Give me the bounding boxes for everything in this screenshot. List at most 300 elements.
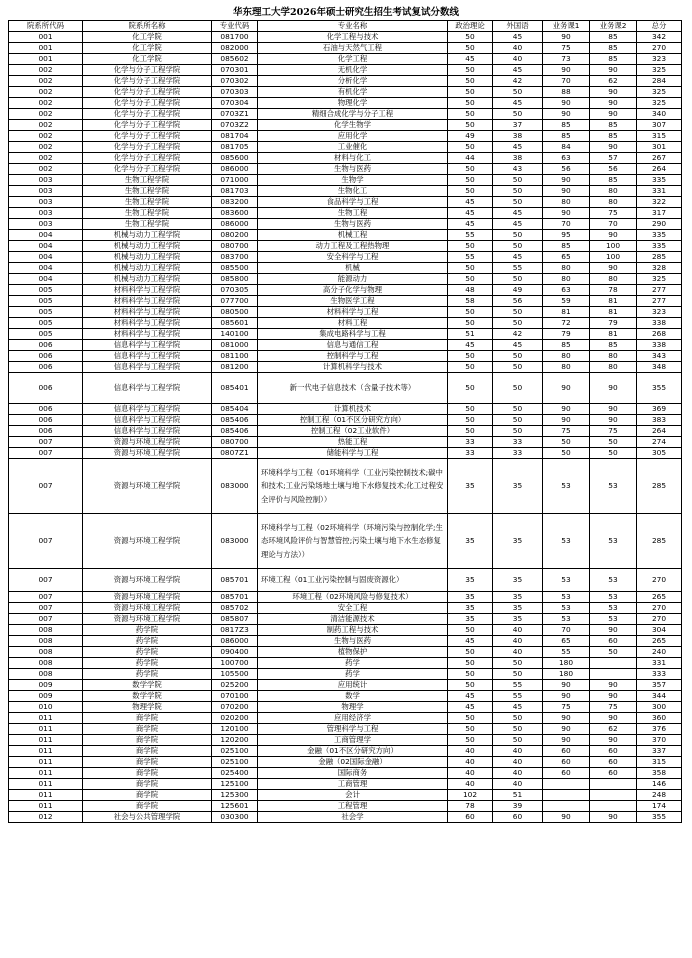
subject-1-score-cell: 65 [543,252,590,263]
dept-name-cell: 化学与分子工程学院 [83,131,212,142]
foreign-language-score-cell: 50 [493,415,543,426]
table-row [9,669,682,680]
subject-1-score-cell: 90 [543,415,590,426]
subject-2-score-cell: 90 [590,230,637,241]
politics-score-cell: 35 [448,569,493,592]
table-row [9,691,682,702]
major-name-cell: 环境科学与工程（01环境科学（工业污染控制技术;碳中和技术;工业污染场地土壤与地下水修复技术;化工过程安全评价与风险控制）） [258,459,448,514]
politics-score-cell: 45 [448,197,493,208]
subject-1-score-cell: 75 [543,43,590,54]
foreign-language-score-cell: 38 [493,153,543,164]
total-score-cell: 383 [637,415,682,426]
politics-score-cell: 45 [448,208,493,219]
major-code-cell: 025200 [212,680,258,691]
politics-score-cell: 50 [448,263,493,274]
politics-score-cell: 50 [448,32,493,43]
subject-1-score-cell: 90 [543,208,590,219]
subject-1-score-cell: 80 [543,197,590,208]
total-score-cell: 317 [637,208,682,219]
dept-code-cell: 007 [9,514,83,569]
major-code-cell: 081700 [212,32,258,43]
dept-code-cell: 003 [9,186,83,197]
dept-code-cell: 007 [9,459,83,514]
subject-2-score-cell: 80 [590,197,637,208]
major-code-cell: 0817Z3 [212,625,258,636]
dept-code-cell: 005 [9,307,83,318]
major-name-cell: 国际商务 [258,768,448,779]
subject-2-score-cell: 78 [590,285,637,296]
dept-code-cell: 002 [9,142,83,153]
major-code-cell: 085800 [212,274,258,285]
foreign-language-score-cell: 50 [493,404,543,415]
total-score-cell: 315 [637,131,682,142]
subject-2-score-cell: 90 [590,691,637,702]
foreign-language-score-cell: 50 [493,274,543,285]
foreign-language-score-cell: 40 [493,54,543,65]
total-score-cell: 335 [637,230,682,241]
major-name-cell: 分析化学 [258,76,448,87]
politics-score-cell: 40 [448,746,493,757]
dept-code-cell: 011 [9,790,83,801]
politics-score-cell: 50 [448,415,493,426]
major-code-cell: 070305 [212,285,258,296]
subject-2-score-cell: 75 [590,208,637,219]
foreign-language-score-cell: 40 [493,647,543,658]
dept-name-cell: 商学院 [83,779,212,790]
subject-1-score-cell: 75 [543,702,590,713]
foreign-language-score-cell: 50 [493,109,543,120]
subject-1-score-cell: 59 [543,296,590,307]
major-code-cell: 025100 [212,746,258,757]
foreign-language-score-cell: 39 [493,801,543,812]
dept-name-cell: 机械与动力工程学院 [83,230,212,241]
foreign-language-score-cell: 40 [493,746,543,757]
major-code-cell: 085701 [212,569,258,592]
foreign-language-score-cell: 40 [493,43,543,54]
major-name-cell: 动力工程及工程热物理 [258,241,448,252]
dept-name-cell: 材料科学与工程学院 [83,296,212,307]
total-score-cell: 340 [637,109,682,120]
subject-1-score-cell: 90 [543,404,590,415]
major-code-cell: 077700 [212,296,258,307]
major-code-cell: 120100 [212,724,258,735]
subject-1-score-cell: 73 [543,54,590,65]
dept-code-cell: 004 [9,230,83,241]
subject-2-score-cell: 80 [590,186,637,197]
dept-code-cell: 006 [9,340,83,351]
total-score-cell: 325 [637,98,682,109]
major-code-cell: 082000 [212,43,258,54]
foreign-language-score-cell: 45 [493,252,543,263]
major-code-cell: 085601 [212,318,258,329]
foreign-language-score-cell: 40 [493,636,543,647]
subject-1-score-cell: 65 [543,636,590,647]
dept-name-cell: 商学院 [83,713,212,724]
dept-name-cell: 资源与环境工程学院 [83,448,212,459]
dept-code-cell: 009 [9,691,83,702]
foreign-language-score-cell: 50 [493,658,543,669]
total-score-cell: 174 [637,801,682,812]
total-score-cell: 307 [637,120,682,131]
table-row [9,230,682,241]
major-code-cell: 030300 [212,812,258,823]
dept-code-cell: 006 [9,415,83,426]
subject-2-score-cell: 90 [590,373,637,404]
subject-1-score-cell: 85 [543,120,590,131]
table-row [9,274,682,285]
major-code-cell: 140100 [212,329,258,340]
table-row [9,415,682,426]
total-score-cell: 265 [637,592,682,603]
subject-2-score-cell: 75 [590,702,637,713]
dept-name-cell: 资源与环境工程学院 [83,592,212,603]
subject-1-score-cell: 85 [543,131,590,142]
subject-1-score-cell: 63 [543,153,590,164]
table-row [9,625,682,636]
dept-name-cell: 化工学院 [83,54,212,65]
dept-code-cell: 003 [9,197,83,208]
table-row [9,241,682,252]
total-score-cell: 146 [637,779,682,790]
politics-score-cell: 45 [448,340,493,351]
total-score-cell: 358 [637,768,682,779]
major-name-cell: 计算机技术 [258,404,448,415]
total-score-cell: 328 [637,263,682,274]
total-score-cell: 284 [637,76,682,87]
total-score-cell: 285 [637,514,682,569]
politics-score-cell: 50 [448,713,493,724]
subject-2-score-cell: 62 [590,724,637,735]
subject-1-score-cell: 88 [543,87,590,98]
subject-2-score-cell: 90 [590,404,637,415]
dept-name-cell: 信息科学与工程学院 [83,362,212,373]
foreign-language-score-cell: 56 [493,296,543,307]
total-score-cell: 301 [637,142,682,153]
dept-code-cell: 007 [9,569,83,592]
major-code-cell: 085807 [212,614,258,625]
subject-2-score-cell: 70 [590,219,637,230]
foreign-language-score-cell: 45 [493,65,543,76]
major-name-cell: 应用统计 [258,680,448,691]
politics-score-cell: 50 [448,98,493,109]
politics-score-cell: 35 [448,459,493,514]
dept-name-cell: 生物工程学院 [83,219,212,230]
major-name-cell: 物理学 [258,702,448,713]
header-major-code: 专业代码 [212,21,258,32]
politics-score-cell: 50 [448,426,493,437]
major-code-cell: 100700 [212,658,258,669]
dept-code-cell: 007 [9,603,83,614]
major-name-cell: 制药工程与技术 [258,625,448,636]
politics-score-cell: 50 [448,43,493,54]
total-score-cell: 270 [637,614,682,625]
major-name-cell: 物理化学 [258,98,448,109]
foreign-language-score-cell: 35 [493,603,543,614]
foreign-language-score-cell: 45 [493,340,543,351]
header-total: 总分 [637,21,682,32]
major-code-cell: 070301 [212,65,258,76]
major-name-cell: 社会学 [258,812,448,823]
foreign-language-score-cell: 40 [493,757,543,768]
table-row [9,109,682,120]
foreign-language-score-cell: 50 [493,87,543,98]
subject-1-score-cell: 63 [543,285,590,296]
dept-code-cell: 006 [9,351,83,362]
major-code-cell: 020200 [212,713,258,724]
subject-1-score-cell: 50 [543,437,590,448]
politics-score-cell: 50 [448,680,493,691]
table-row [9,757,682,768]
dept-code-cell: 005 [9,285,83,296]
dept-name-cell: 化工学院 [83,43,212,54]
subject-2-score-cell: 100 [590,241,637,252]
dept-name-cell: 生物工程学院 [83,186,212,197]
table-row [9,131,682,142]
dept-name-cell: 化学与分子工程学院 [83,120,212,131]
table-row [9,437,682,448]
politics-score-cell: 50 [448,274,493,285]
major-name-cell: 储能科学与工程 [258,448,448,459]
table-row [9,87,682,98]
table-row [9,76,682,87]
politics-score-cell: 50 [448,186,493,197]
header-subject-2: 业务课2 [590,21,637,32]
politics-score-cell: 45 [448,219,493,230]
foreign-language-score-cell: 50 [493,713,543,724]
total-score-cell: 331 [637,658,682,669]
major-code-cell: 081704 [212,131,258,142]
total-score-cell: 355 [637,373,682,404]
subject-2-score-cell: 60 [590,746,637,757]
subject-2-score-cell: 80 [590,351,637,362]
subject-1-score-cell: 70 [543,76,590,87]
major-name-cell: 新一代电子信息技术（含量子技术等） [258,373,448,404]
subject-2-score-cell: 53 [590,569,637,592]
politics-score-cell: 50 [448,318,493,329]
foreign-language-score-cell: 55 [493,263,543,274]
major-code-cell: 0703Z1 [212,109,258,120]
dept-code-cell: 011 [9,713,83,724]
total-score-cell: 277 [637,285,682,296]
dept-code-cell: 008 [9,625,83,636]
dept-code-cell: 007 [9,448,83,459]
subject-1-score-cell: 180 [543,669,590,680]
politics-score-cell: 50 [448,351,493,362]
dept-name-cell: 材料科学与工程学院 [83,285,212,296]
header-row [9,21,682,32]
subject-2-score-cell: 81 [590,329,637,340]
table-row [9,801,682,812]
table-row [9,43,682,54]
subject-1-score-cell: 90 [543,186,590,197]
dept-code-cell: 007 [9,437,83,448]
total-score-cell: 270 [637,569,682,592]
total-score-cell: 270 [637,43,682,54]
major-name-cell: 安全科学与工程 [258,252,448,263]
foreign-language-score-cell: 45 [493,32,543,43]
dept-code-cell: 010 [9,702,83,713]
major-code-cell: 070304 [212,98,258,109]
table-row [9,373,682,404]
foreign-language-score-cell: 50 [493,724,543,735]
dept-name-cell: 药学院 [83,658,212,669]
subject-1-score-cell: 90 [543,812,590,823]
table-row [9,153,682,164]
major-name-cell: 材料工程 [258,318,448,329]
major-name-cell: 工商管理 [258,779,448,790]
foreign-language-score-cell: 50 [493,197,543,208]
table-row [9,329,682,340]
dept-code-cell: 002 [9,120,83,131]
subject-1-score-cell: 81 [543,307,590,318]
major-name-cell: 控制工程（02工业软件） [258,426,448,437]
dept-code-cell: 011 [9,779,83,790]
table-row [9,647,682,658]
foreign-language-score-cell: 37 [493,120,543,131]
subject-2-score-cell: 62 [590,76,637,87]
subject-2-score-cell: 85 [590,32,637,43]
foreign-language-score-cell: 55 [493,680,543,691]
major-name-cell: 清洁能源技术 [258,614,448,625]
major-name-cell: 石油与天然气工程 [258,43,448,54]
dept-code-cell: 012 [9,812,83,823]
dept-name-cell: 材料科学与工程学院 [83,329,212,340]
dept-name-cell: 化学与分子工程学院 [83,153,212,164]
major-name-cell: 食品科学与工程 [258,197,448,208]
subject-2-score-cell: 81 [590,296,637,307]
subject-2-score-cell: 53 [590,614,637,625]
major-name-cell: 材料与化工 [258,153,448,164]
dept-name-cell: 数学学院 [83,680,212,691]
foreign-language-score-cell: 50 [493,230,543,241]
dept-code-cell: 011 [9,757,83,768]
subject-1-score-cell: 53 [543,614,590,625]
subject-2-score-cell: 81 [590,307,637,318]
total-score-cell: 360 [637,713,682,724]
foreign-language-score-cell: 33 [493,437,543,448]
document-title: 华东理工大学2026年硕士研究生招生考试复试分数线 [233,7,459,18]
subject-2-score-cell: 53 [590,459,637,514]
major-name-cell: 生物医学工程 [258,296,448,307]
subject-1-score-cell: 90 [543,691,590,702]
foreign-language-score-cell: 42 [493,329,543,340]
dept-name-cell: 机械与动力工程学院 [83,241,212,252]
subject-1-score-cell: 85 [543,241,590,252]
total-score-cell: 304 [637,625,682,636]
politics-score-cell: 50 [448,241,493,252]
total-score-cell: 335 [637,241,682,252]
major-name-cell: 管理科学与工程 [258,724,448,735]
politics-score-cell: 40 [448,768,493,779]
dept-name-cell: 化学与分子工程学院 [83,98,212,109]
dept-name-cell: 商学院 [83,735,212,746]
table-row [9,208,682,219]
subject-2-score-cell: 57 [590,153,637,164]
major-code-cell: 085600 [212,153,258,164]
table-row [9,569,682,592]
foreign-language-score-cell: 50 [493,186,543,197]
dept-code-cell: 002 [9,153,83,164]
table-row [9,614,682,625]
subject-2-score-cell: 90 [590,680,637,691]
subject-1-score-cell [543,790,590,801]
major-code-cell: 085702 [212,603,258,614]
subject-1-score-cell: 53 [543,569,590,592]
table-row [9,603,682,614]
subject-2-score-cell: 90 [590,415,637,426]
subject-1-score-cell: 90 [543,680,590,691]
table-row [9,175,682,186]
table-row [9,351,682,362]
subject-2-score-cell: 90 [590,713,637,724]
dept-code-cell: 003 [9,208,83,219]
major-name-cell: 能源动力 [258,274,448,285]
subject-2-score-cell: 90 [590,65,637,76]
major-code-cell: 125601 [212,801,258,812]
major-name-cell: 化学工程与技术 [258,32,448,43]
foreign-language-score-cell: 33 [493,448,543,459]
foreign-language-score-cell: 50 [493,318,543,329]
dept-name-cell: 化学与分子工程学院 [83,65,212,76]
dept-name-cell: 机械与动力工程学院 [83,252,212,263]
major-name-cell: 工商管理学 [258,735,448,746]
dept-code-cell: 009 [9,680,83,691]
dept-name-cell: 药学院 [83,625,212,636]
foreign-language-score-cell: 50 [493,351,543,362]
major-name-cell: 机械 [258,263,448,274]
politics-score-cell: 51 [448,329,493,340]
major-code-cell: 080700 [212,437,258,448]
dept-name-cell: 社会与公共管理学院 [83,812,212,823]
dept-name-cell: 资源与环境工程学院 [83,569,212,592]
total-score-cell: 240 [637,647,682,658]
dept-code-cell: 011 [9,768,83,779]
subject-2-score-cell: 85 [590,131,637,142]
dept-code-cell: 002 [9,109,83,120]
subject-1-score-cell [543,779,590,790]
subject-2-score-cell: 80 [590,362,637,373]
table-row [9,32,682,43]
foreign-language-score-cell: 45 [493,208,543,219]
major-code-cell: 125300 [212,790,258,801]
table-row [9,197,682,208]
major-code-cell: 085406 [212,426,258,437]
subject-1-score-cell: 90 [543,735,590,746]
major-code-cell: 086000 [212,219,258,230]
subject-2-score-cell: 85 [590,120,637,131]
total-score-cell: 357 [637,680,682,691]
dept-name-cell: 化学与分子工程学院 [83,142,212,153]
major-code-cell: 083200 [212,197,258,208]
total-score-cell: 325 [637,65,682,76]
total-score-cell: 270 [637,603,682,614]
subject-1-score-cell: 79 [543,329,590,340]
major-code-cell: 080200 [212,230,258,241]
dept-code-cell: 005 [9,329,83,340]
dept-name-cell: 信息科学与工程学院 [83,426,212,437]
dept-name-cell: 机械与动力工程学院 [83,274,212,285]
dept-code-cell: 006 [9,404,83,415]
major-name-cell: 应用化学 [258,131,448,142]
politics-score-cell: 50 [448,724,493,735]
subject-2-score-cell: 100 [590,252,637,263]
subject-1-score-cell: 53 [543,603,590,614]
major-name-cell: 高分子化学与物理 [258,285,448,296]
dept-code-cell: 003 [9,219,83,230]
major-code-cell: 080500 [212,307,258,318]
dept-code-cell: 006 [9,373,83,404]
table-row [9,98,682,109]
